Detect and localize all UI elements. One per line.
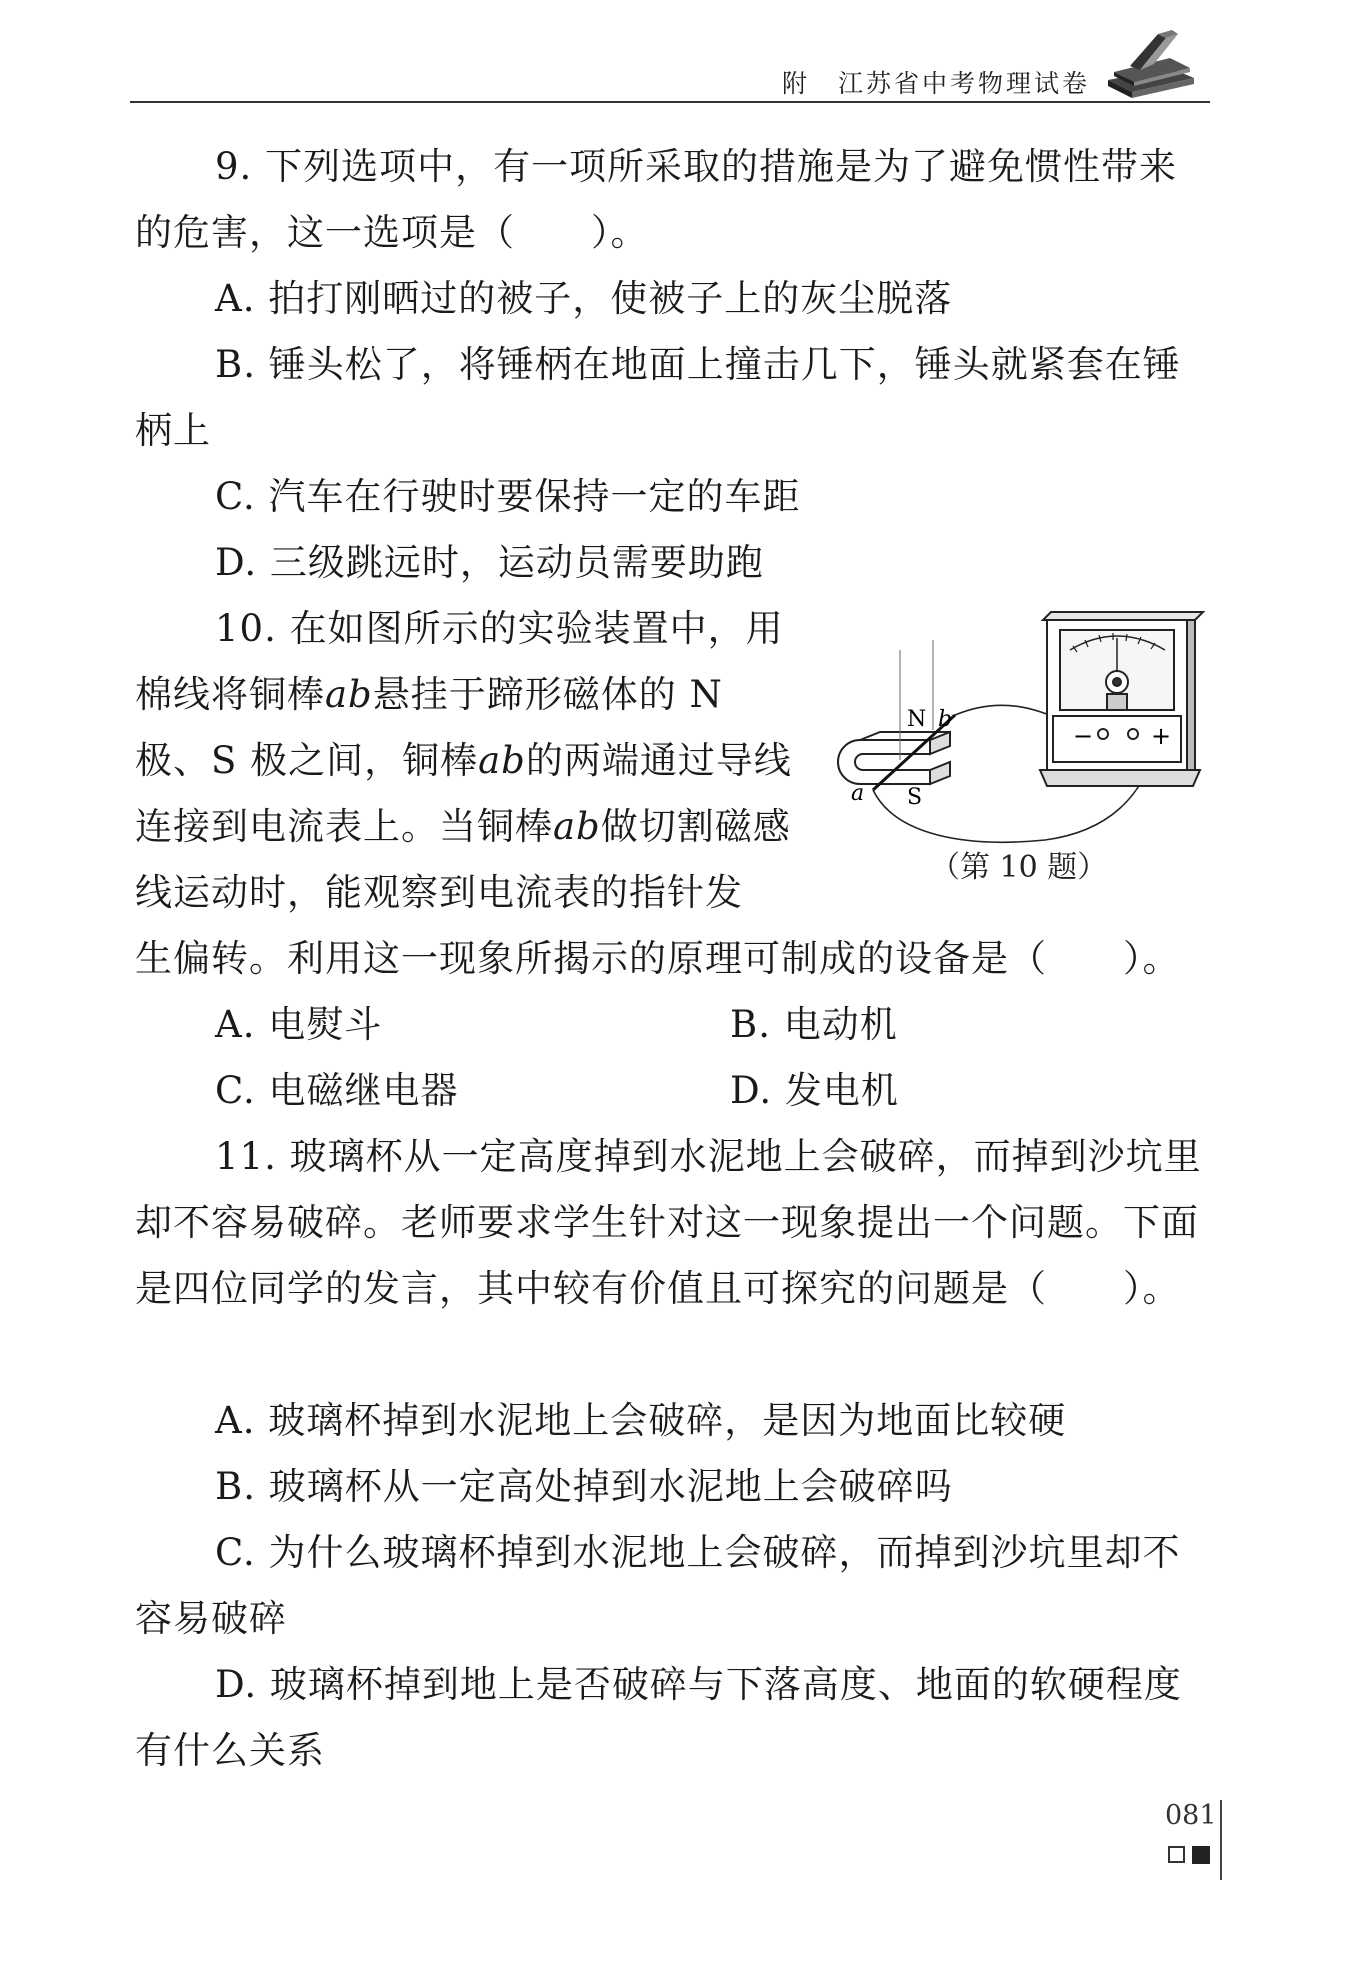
book-stack-icon	[1100, 28, 1200, 102]
label-s: S	[907, 785, 923, 810]
empty-square-icon	[1168, 1846, 1185, 1863]
q11-option-d: D. 玻璃杯掉到地上是否破碎与下落高度、地面的软硬程度有什么关系	[135, 1663, 1182, 1772]
label-a: a	[851, 781, 865, 806]
q9-stem: 9. 下列选项中，有一项所采取的措施是为了避免惯性带来的危害，这一选项是（ ）。	[135, 145, 1178, 254]
var-ab: ab	[553, 805, 601, 848]
label-b: b	[938, 707, 953, 732]
q10-stem-last-line: 生偏转。利用这一现象所揭示的原理可制成的设备是（ ）。	[135, 937, 1181, 980]
horseshoe-magnet	[838, 732, 950, 784]
page-number: 081	[1165, 1800, 1217, 1831]
q11-option-a: A. 玻璃杯掉到水泥地上会破碎，是因为地面比较硬	[215, 1399, 1067, 1442]
q10-option-d: D. 发电机	[730, 1069, 899, 1112]
figure-caption: （第 10 题）	[930, 850, 1108, 885]
q11-option-c: C. 为什么玻璃杯掉到水泥地上会破碎，而掉到沙坑里却不容易破碎	[135, 1531, 1181, 1640]
q10-option-a: A. 电熨斗	[215, 1003, 383, 1046]
q10-option-b: B. 电动机	[730, 1003, 898, 1046]
q10-stem-part4: 做切割磁感线运动时，能观察到电流表的指针发	[135, 805, 791, 914]
q11-option-b: B. 玻璃杯从一定高处掉到水泥地上会破碎吗	[215, 1465, 953, 1508]
experiment-figure	[815, 610, 1210, 860]
q9-option-b: B. 锤头松了，将锤柄在地面上撞击几下，锤头就紧套在锤柄上	[135, 343, 1181, 452]
header-rule	[130, 101, 1210, 103]
page-header	[130, 54, 1210, 104]
var-ab: ab	[478, 739, 526, 782]
header-title: 附 江苏省中考物理试卷	[781, 69, 1090, 98]
label-minus: −	[1073, 722, 1094, 750]
q10-stem-part2: 悬挂于蹄形磁体的 N 极、S 极之间，铜棒	[135, 673, 723, 782]
filled-square-icon	[1192, 1846, 1210, 1864]
q10-option-c: C. 电磁继电器	[215, 1069, 459, 1112]
label-n: N	[907, 707, 927, 732]
q9-option-c: C. 汽车在行驶时要保持一定的车距	[215, 475, 801, 518]
label-plus: +	[1151, 722, 1172, 750]
q11-stem: 11. 玻璃杯从一定高度掉到水泥地上会破碎，而掉到沙坑里却不容易破碎。老师要求学生针对这一现象提出一个问题。下面是四位同学的发言，其中较有价值且可探究的问题是（ ）。	[135, 1135, 1202, 1310]
q10-stem-part3: 的两端通过导线连接到电流表上。当铜棒	[135, 739, 792, 848]
ammeter	[1040, 612, 1203, 786]
q10-stem	[135, 596, 795, 926]
q9-option-a: A. 拍打刚晒过的被子，使被子上的灰尘脱落	[215, 277, 953, 320]
q10-stem-part1: 10. 在如图所示的实验装置中，用棉线将铜棒	[135, 607, 784, 716]
footer-rule	[1220, 1800, 1222, 1880]
var-ab: ab	[325, 673, 373, 716]
q9-option-d: D. 三级跳远时，运动员需要助跑	[215, 541, 764, 584]
